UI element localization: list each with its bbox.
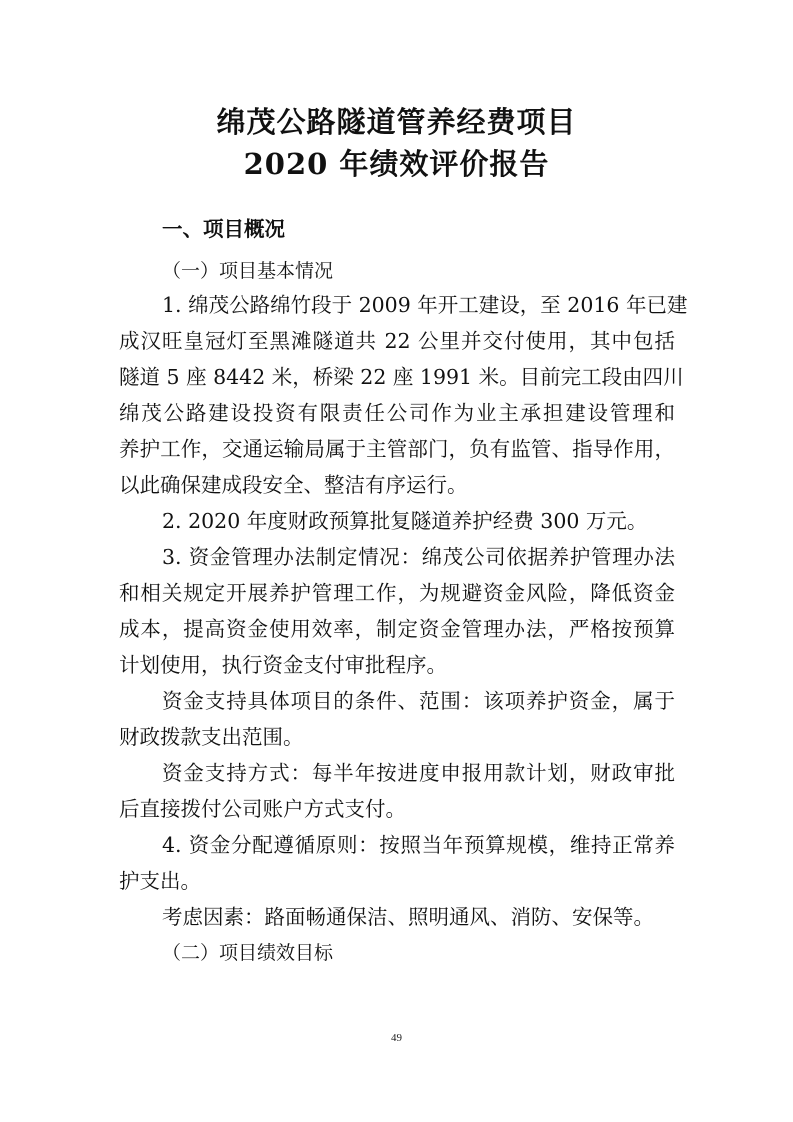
paragraph-line: 资金支持具体项目的条件、范围：该项养护资金，属于: [162, 689, 675, 713]
subsection-heading-basic-info: （一）项目基本情况: [162, 260, 334, 282]
document-title-line1: 绵茂公路隧道管养经费项目: [216, 105, 577, 139]
page-number: 49: [391, 1032, 402, 1044]
paragraph-line: 和相关规定开展养护管理工作，为规避资金风险，降低资金: [119, 581, 675, 605]
paragraph-line: 护支出。: [119, 869, 201, 893]
paragraph-line: 4. 资金分配遵循原则：按照当年预算规模，维持正常养: [162, 833, 675, 857]
paragraph-line: 3. 资金管理办法制定情况：绵茂公司依据养护管理办法: [162, 545, 675, 569]
paragraph-line: 资金支持方式：每半年按进度申报用款计划，财政审批: [162, 761, 675, 785]
paragraph-line: 1. 绵茂公路绵竹段于 2009 年开工建设，至 2016 年已建: [162, 293, 688, 317]
paragraph-line: 成汉旺皇冠灯至黑滩隧道共 22 公里并交付使用，其中包括: [119, 329, 675, 353]
paragraph-line: 财政拨款支出范围。: [119, 725, 304, 749]
paragraph-line: 计划使用，执行资金支付审批程序。: [119, 653, 447, 677]
document-title-line2: 2020 年绩效评价报告: [243, 147, 550, 181]
paragraph-line: 养护工作，交通运输局属于主管部门，负有监管、指导作用，: [119, 437, 675, 461]
paragraph-line: 考虑因素：路面畅通保洁、照明通风、消防、安保等。: [162, 905, 654, 929]
paragraph-line: 2. 2020 年度财政预算批复隧道养护经费 300 万元。: [162, 509, 648, 533]
paragraph-line: 成本，提高资金使用效率，制定资金管理办法，严格按预算: [119, 617, 675, 641]
paragraph-line: 以此确保建成段安全、整洁有序运行。: [119, 473, 468, 497]
subsection-heading-performance-goals: （二）项目绩效目标: [162, 942, 334, 964]
section-heading-overview: 一、项目概况: [162, 217, 285, 241]
paragraph-line: 隧道 5 座 8442 米，桥梁 22 座 1991 米。目前完工段由四川: [119, 365, 684, 389]
paragraph-line: 绵茂公路建设投资有限责任公司作为业主承担建设管理和: [119, 401, 675, 425]
paragraph-line: 后直接拨付公司账户方式支付。: [119, 797, 406, 821]
